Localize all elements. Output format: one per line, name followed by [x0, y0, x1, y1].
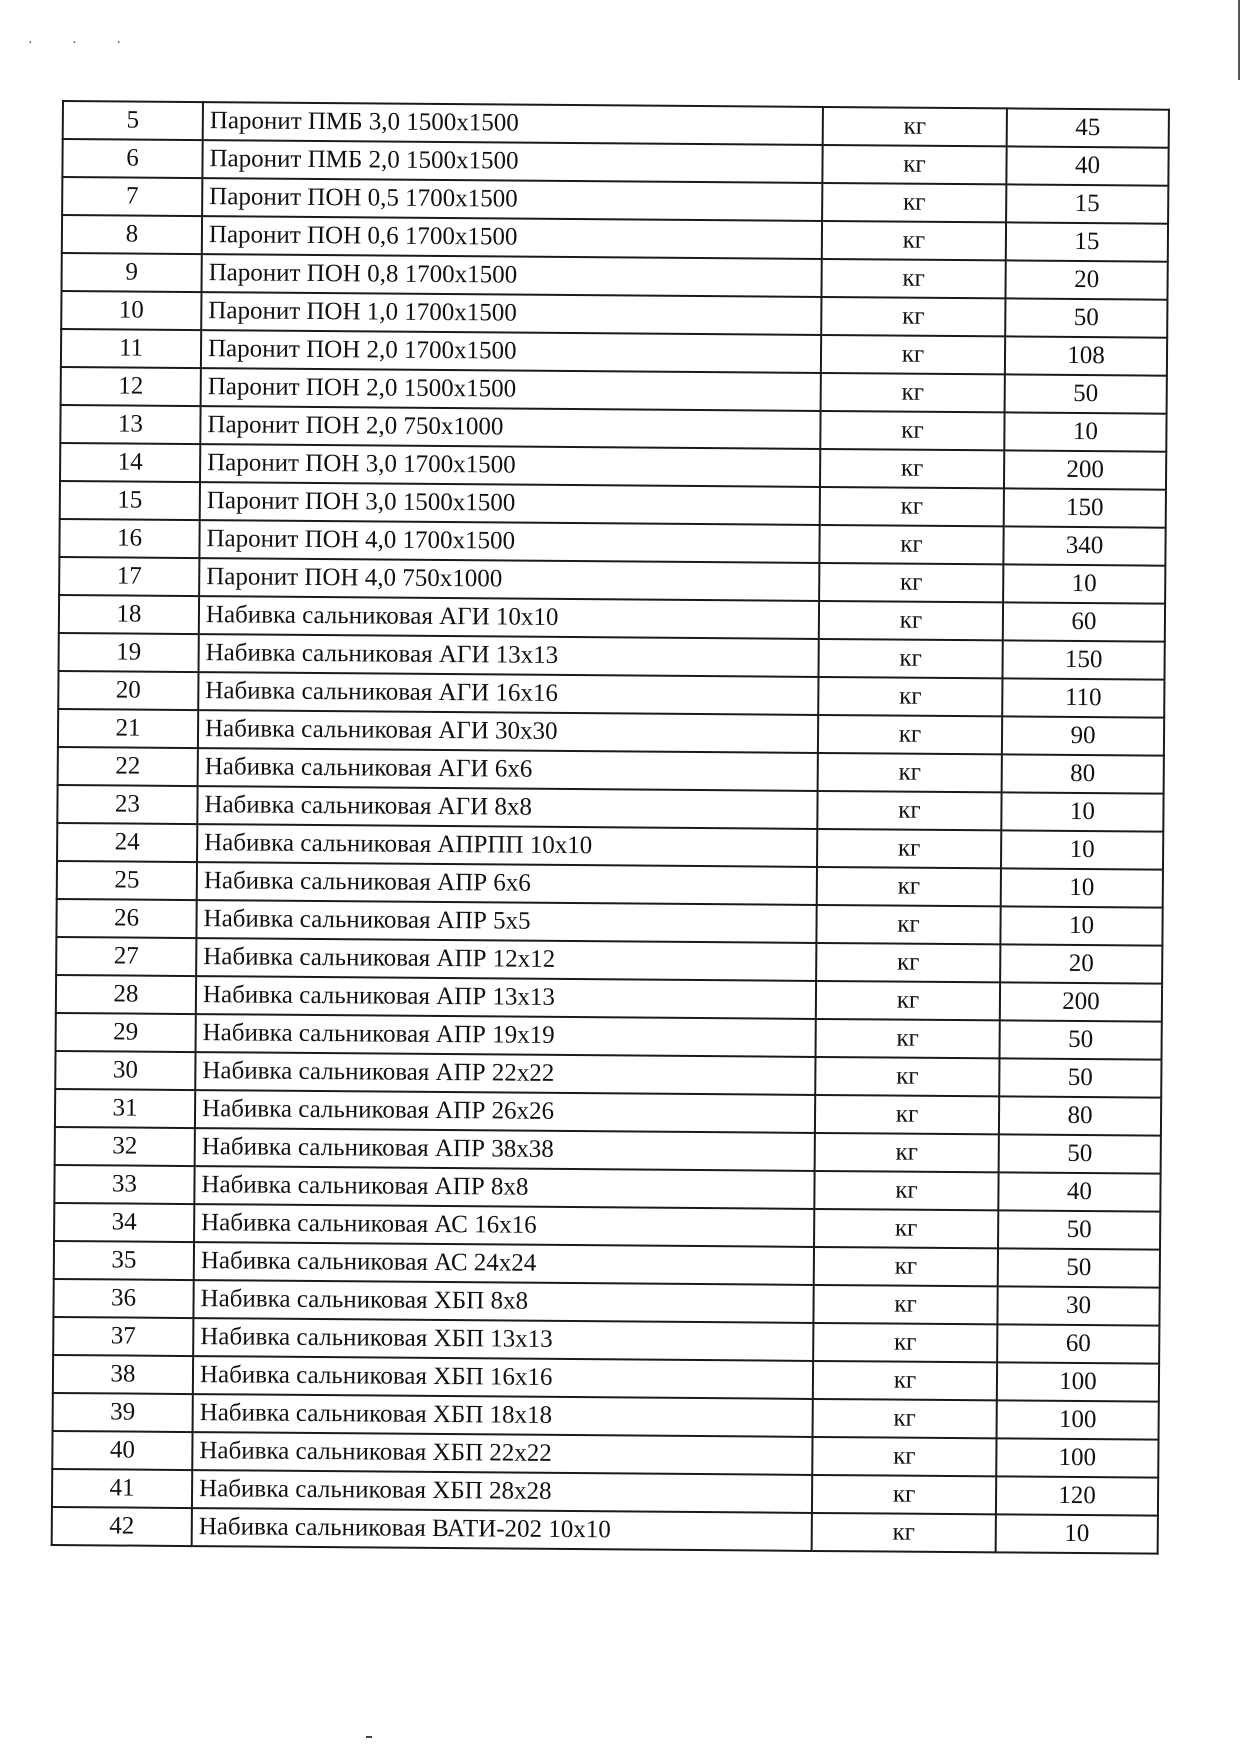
- row-number-cell: 30: [55, 1051, 195, 1090]
- quantity-cell: 30: [997, 1286, 1159, 1325]
- row-number-cell: 32: [55, 1127, 195, 1166]
- unit-cell: кг: [822, 221, 1006, 260]
- material-name-cell: Набивка сальниковая АС 16х16: [194, 1204, 814, 1247]
- material-name-cell: Набивка сальниковая АПР 38х38: [195, 1128, 815, 1171]
- unit-cell: кг: [816, 943, 1000, 982]
- quantity-cell: 10: [1001, 830, 1163, 869]
- row-number-cell: 8: [62, 215, 202, 254]
- material-name-cell: Набивка сальниковая АГИ 6х6: [198, 748, 818, 791]
- row-number-cell: 33: [54, 1165, 194, 1204]
- quantity-cell: 15: [1006, 184, 1168, 223]
- quantity-cell: 150: [1004, 488, 1166, 527]
- unit-cell: кг: [813, 1361, 997, 1400]
- material-name-cell: Паронит ПОН 4,0 1700х1500: [199, 520, 819, 563]
- unit-cell: кг: [815, 1133, 999, 1172]
- material-name-cell: Паронит ПОН 4,0 750х1000: [199, 558, 819, 601]
- row-number-cell: 25: [57, 861, 197, 900]
- unit-cell: кг: [814, 1247, 998, 1286]
- table-row: [52, 1507, 1158, 1554]
- unit-cell: кг: [820, 449, 1004, 488]
- unit-cell: кг: [820, 487, 1004, 526]
- material-name-cell: Набивка сальниковая ХБП 8х8: [193, 1280, 813, 1323]
- quantity-cell: 10: [1001, 868, 1163, 907]
- unit-cell: кг: [815, 1095, 999, 1134]
- row-number-cell: 15: [60, 481, 200, 520]
- material-name-cell: Набивка сальниковая АПРПП 10х10: [197, 824, 817, 867]
- row-number-cell: 31: [55, 1089, 195, 1128]
- material-name-cell: Набивка сальниковая АПР 22х22: [195, 1052, 815, 1095]
- unit-cell: кг: [819, 525, 1003, 564]
- material-name-cell: Паронит ПОН 0,6 1700х1500: [202, 216, 822, 259]
- unit-cell: кг: [813, 1399, 997, 1438]
- material-name-cell: Набивка сальниковая ВАТИ-202 10х10: [192, 1508, 812, 1551]
- material-name-cell: Набивка сальниковая АГИ 13х13: [199, 634, 819, 677]
- unit-cell: кг: [819, 601, 1003, 640]
- material-name-cell: Паронит ПОН 0,5 1700х1500: [202, 178, 822, 221]
- material-name-cell: Паронит ПОН 0,8 1700х1500: [201, 254, 821, 297]
- material-name-cell: Набивка сальниковая АГИ 10х10: [199, 596, 819, 639]
- row-number-cell: 17: [59, 557, 199, 596]
- quantity-cell: 60: [1003, 602, 1165, 641]
- unit-cell: кг: [818, 715, 1002, 754]
- quantity-cell: 100: [996, 1438, 1158, 1477]
- unit-cell: кг: [817, 791, 1001, 830]
- row-number-cell: 23: [57, 785, 197, 824]
- material-name-cell: Набивка сальниковая АПР 26х26: [195, 1090, 815, 1133]
- row-number-cell: 42: [52, 1507, 192, 1546]
- unit-cell: кг: [816, 905, 1000, 944]
- material-name-cell: Набивка сальниковая АГИ 8х8: [197, 786, 817, 829]
- material-name-cell: Набивка сальниковая АС 24х24: [194, 1242, 814, 1285]
- row-number-cell: 35: [54, 1241, 194, 1280]
- quantity-cell: 40: [998, 1172, 1160, 1211]
- materials-table-body: [52, 101, 1169, 1554]
- quantity-cell: 50: [1005, 298, 1167, 337]
- quantity-cell: 50: [1005, 374, 1167, 413]
- row-number-cell: 20: [58, 671, 198, 710]
- material-name-cell: Набивка сальниковая АПР 13х13: [196, 976, 816, 1019]
- materials-table: [51, 100, 1170, 1555]
- row-number-cell: 5: [63, 101, 203, 140]
- material-name-cell: Набивка сальниковая АПР 12х12: [196, 938, 816, 981]
- quantity-cell: 80: [999, 1096, 1161, 1135]
- row-number-cell: 38: [53, 1355, 193, 1394]
- quantity-cell: 120: [996, 1476, 1158, 1515]
- quantity-cell: 10: [1003, 564, 1165, 603]
- quantity-cell: 10: [1001, 792, 1163, 831]
- quantity-cell: 100: [997, 1362, 1159, 1401]
- material-name-cell: Паронит ПОН 2,0 1700х1500: [201, 330, 821, 373]
- quantity-cell: 50: [998, 1248, 1160, 1287]
- quantity-cell: 150: [1002, 640, 1164, 679]
- row-number-cell: 22: [58, 747, 198, 786]
- quantity-cell: 10: [1000, 906, 1162, 945]
- unit-cell: кг: [817, 829, 1001, 868]
- quantity-cell: 110: [1002, 678, 1164, 717]
- material-name-cell: Набивка сальниковая АГИ 30х30: [198, 710, 818, 753]
- unit-cell: кг: [822, 145, 1006, 184]
- row-number-cell: 19: [59, 633, 199, 672]
- row-number-cell: 37: [53, 1317, 193, 1356]
- material-name-cell: Набивка сальниковая ХБП 18х18: [193, 1394, 813, 1437]
- quantity-cell: 60: [997, 1324, 1159, 1363]
- quantity-cell: 10: [1004, 412, 1166, 451]
- quantity-cell: 50: [999, 1134, 1161, 1173]
- material-name-cell: Паронит ПМБ 3,0 1500х1500: [203, 102, 823, 145]
- row-number-cell: 34: [54, 1203, 194, 1242]
- unit-cell: кг: [815, 1057, 999, 1096]
- row-number-cell: 39: [53, 1393, 193, 1432]
- quantity-cell: 90: [1002, 716, 1164, 755]
- quantity-cell: 50: [998, 1210, 1160, 1249]
- material-name-cell: Набивка сальниковая ХБП 16х16: [193, 1356, 813, 1399]
- quantity-cell: 108: [1005, 336, 1167, 375]
- quantity-cell: 40: [1006, 146, 1168, 185]
- unit-cell: кг: [814, 1209, 998, 1248]
- material-name-cell: Набивка сальниковая АПР 6х6: [197, 862, 817, 905]
- material-name-cell: Паронит ПОН 2,0 750х1000: [200, 406, 820, 449]
- unit-cell: кг: [822, 183, 1006, 222]
- unit-cell: кг: [821, 373, 1005, 412]
- material-name-cell: Паронит ПМБ 2,0 1500х1500: [202, 140, 822, 183]
- row-number-cell: 18: [59, 595, 199, 634]
- row-number-cell: 27: [56, 937, 196, 976]
- unit-cell: кг: [813, 1323, 997, 1362]
- quantity-cell: 80: [1002, 754, 1164, 793]
- unit-cell: кг: [816, 981, 1000, 1020]
- material-name-cell: Паронит ПОН 3,0 1700х1500: [200, 444, 820, 487]
- material-name-cell: Набивка сальниковая АГИ 16х16: [198, 672, 818, 715]
- row-number-cell: 24: [57, 823, 197, 862]
- quantity-cell: 340: [1003, 526, 1165, 565]
- unit-cell: кг: [812, 1437, 996, 1476]
- row-number-cell: 16: [59, 519, 199, 558]
- row-number-cell: 26: [56, 899, 196, 938]
- quantity-cell: 50: [1000, 1020, 1162, 1059]
- material-name-cell: Набивка сальниковая ХБП 28х28: [192, 1470, 812, 1513]
- unit-cell: кг: [816, 1019, 1000, 1058]
- row-number-cell: 41: [52, 1469, 192, 1508]
- unit-cell: кг: [812, 1475, 996, 1514]
- unit-cell: кг: [814, 1171, 998, 1210]
- quantity-cell: 200: [1000, 982, 1162, 1021]
- unit-cell: кг: [821, 259, 1005, 298]
- unit-cell: кг: [813, 1285, 997, 1324]
- row-number-cell: 29: [56, 1013, 196, 1052]
- material-name-cell: Набивка сальниковая АПР 19х19: [196, 1014, 816, 1057]
- unit-cell: кг: [819, 563, 1003, 602]
- quantity-cell: 20: [1005, 260, 1167, 299]
- unit-cell: кг: [818, 677, 1002, 716]
- quantity-cell: 10: [996, 1514, 1158, 1553]
- scan-artifact-dots: · · ·: [28, 36, 139, 51]
- row-number-cell: 28: [56, 975, 196, 1014]
- unit-cell: кг: [812, 1513, 996, 1552]
- row-number-cell: 13: [60, 405, 200, 444]
- unit-cell: кг: [817, 867, 1001, 906]
- row-number-cell: 36: [53, 1279, 193, 1318]
- quantity-cell: 20: [1000, 944, 1162, 983]
- row-number-cell: 11: [61, 329, 201, 368]
- material-name-cell: Набивка сальниковая АПР 5х5: [196, 900, 816, 943]
- row-number-cell: 10: [61, 291, 201, 330]
- material-name-cell: Паронит ПОН 2,0 1500х1500: [201, 368, 821, 411]
- row-number-cell: 12: [61, 367, 201, 406]
- row-number-cell: 6: [62, 139, 202, 178]
- quantity-cell: 45: [1007, 108, 1169, 147]
- row-number-cell: 9: [61, 253, 201, 292]
- scan-artifact-mark: [366, 1736, 372, 1738]
- unit-cell: кг: [818, 753, 1002, 792]
- row-number-cell: 40: [52, 1431, 192, 1470]
- material-name-cell: Набивка сальниковая ХБП 22х22: [192, 1432, 812, 1475]
- quantity-cell: 50: [999, 1058, 1161, 1097]
- quantity-cell: 15: [1006, 222, 1168, 261]
- unit-cell: кг: [818, 639, 1002, 678]
- quantity-cell: 200: [1004, 450, 1166, 489]
- material-name-cell: Паронит ПОН 3,0 1500х1500: [200, 482, 820, 525]
- material-name-cell: Набивка сальниковая ХБП 13х13: [193, 1318, 813, 1361]
- unit-cell: кг: [821, 335, 1005, 374]
- quantity-cell: 100: [997, 1400, 1159, 1439]
- unit-cell: кг: [821, 297, 1005, 336]
- row-number-cell: 21: [58, 709, 198, 748]
- unit-cell: кг: [823, 107, 1007, 146]
- unit-cell: кг: [820, 411, 1004, 450]
- material-name-cell: Набивка сальниковая АПР 8х8: [194, 1166, 814, 1209]
- material-name-cell: Паронит ПОН 1,0 1700х1500: [201, 292, 821, 335]
- row-number-cell: 14: [60, 443, 200, 482]
- row-number-cell: 7: [62, 177, 202, 216]
